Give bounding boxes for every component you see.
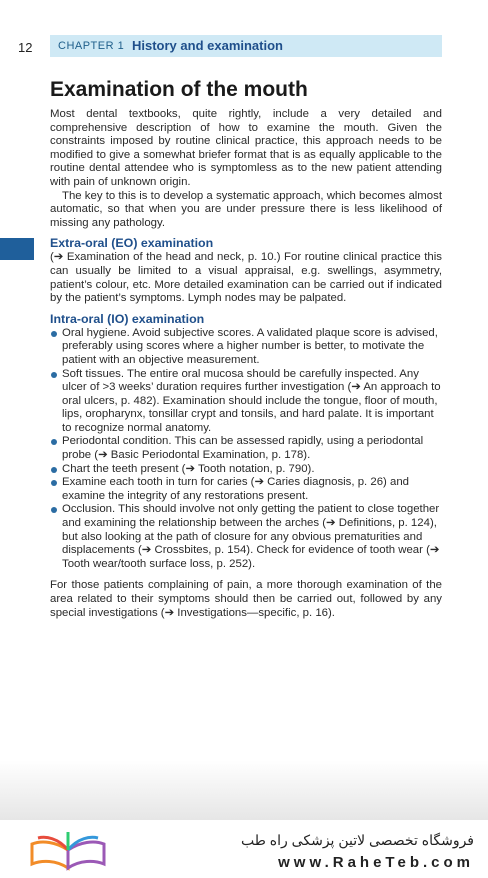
list-item: Chart the teeth present (➔ Tooth notation, p. 790). bbox=[50, 463, 442, 477]
running-header bbox=[50, 35, 442, 57]
eo-heading: Extra-oral (EO) examination bbox=[50, 236, 214, 251]
bullet-icon bbox=[51, 439, 57, 445]
intro-paragraph: Most dental textbooks, quite rightly, include a very detailed and comprehensive description of how to examine the mouth. Given the constraints imposed by routine clinical practice, this approach needs to be modified to give a somewhat briefer format that is as equally applicable to the routine dental attendee who is symptomless as to the new patient attending with pain of unknown origin. bbox=[50, 108, 442, 188]
page-content bbox=[50, 78, 442, 620]
chapter-title: History and examination bbox=[132, 38, 283, 53]
footer-banner bbox=[0, 820, 488, 878]
store-name: فروشگاه تخصصی لاتین پزشکی راه طب bbox=[241, 832, 474, 848]
bullet-icon bbox=[51, 480, 57, 486]
bullet-icon bbox=[51, 467, 57, 473]
chapter-label: CHAPTER 1 bbox=[58, 40, 125, 52]
open-book-logo-icon bbox=[28, 830, 108, 872]
store-url-link[interactable]: www.RaheTeb.com bbox=[278, 854, 474, 871]
section-title: Examination of the mouth bbox=[50, 78, 308, 101]
list-item: Examine each tooth in turn for caries (➔ Caries diagnosis, p. 26) and examine the integrity of any restorations present. bbox=[50, 476, 442, 503]
bullet-icon bbox=[51, 372, 57, 378]
list-item: Occlusion. This should involve not only getting the patient to close together and examining the relationship between the arches (➔ Definitions, p. 124), but also looking at the path of closure for any obvious prematurities and displacements (➔ Crossbites, p. 154). Check for evidence of tooth wear (➔ Tooth wear/tooth surface loss, p. 252). bbox=[50, 503, 442, 571]
closing-paragraph: For those patients complaining of pain, a more thorough examination of the area related to their symptoms should then be carried out, followed by any special investigations (➔ Investigations—specific, p. 16). bbox=[50, 579, 442, 619]
bullet-icon bbox=[51, 507, 57, 513]
eo-text: (➔ Examination of the head and neck, p. 10.) For routine clinical practice this can usually be limited to a visual appraisal, e.g. swellings, asymmetry, patient’s colour, etc. More detailed examination can be carried out if indicated by the patient’s symptoms. Lymph nodes may be palpated. bbox=[50, 251, 442, 305]
list-item: Periodontal condition. This can be assessed rapidly, using a periodontal probe (➔ Basic Periodontal Examination, p. 178). bbox=[50, 435, 442, 462]
thumb-index-tab bbox=[0, 238, 34, 260]
page-number: 12 bbox=[18, 40, 33, 55]
footer-shadow bbox=[0, 760, 488, 820]
io-list bbox=[50, 327, 442, 572]
list-item: Soft tissues. The entire oral mucosa should be carefully inspected. Any ulcer of >3 weeks’ duration requires further investigation (➔ An approach to oral ulcers, p. 482). Examination should include the tongue, floor of mouth, lips, oropharynx, tonsillar crypt and tonsils, and hard palate. It is important to recognize normal anatomy. bbox=[50, 368, 442, 436]
intro-paragraph: The key to this is to develop a systematic approach, which becomes almost automatic, so that when you are under pressure there is less likelihood of missing any pathology. bbox=[50, 189, 442, 229]
list-item: Oral hygiene. Avoid subjective scores. A validated plaque score is advised, preferably using scores where a higher number is better, to motivate the patient with an objective measurement. bbox=[50, 327, 442, 368]
io-heading: Intra-oral (IO) examination bbox=[50, 311, 205, 326]
bullet-icon bbox=[51, 331, 57, 337]
